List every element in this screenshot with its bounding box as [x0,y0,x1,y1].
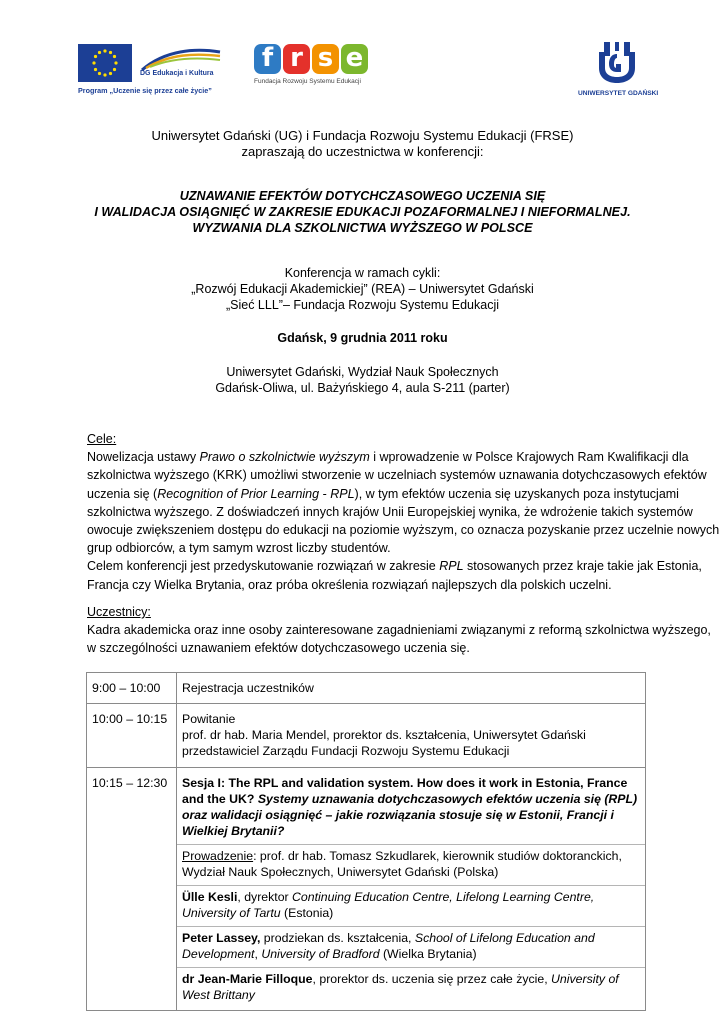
frse-letter-e: e [341,44,368,74]
frse-letter-f: f [254,44,281,74]
goals-line-6: grup odbiorców, a tym samym wzrost liczby studentów. [87,541,391,556]
speaker: dr Jean-Marie Filloque, prorektor ds. uczenia się przez całe życie, University of West Brittany [176,967,645,1005]
participants-line-2: w szczególności uznawaniem efektów dotychczasowego uczenia się. [87,641,470,656]
venue-line-1: Uniwersytet Gdański, Wydział Nauk Społecznych [226,365,499,379]
eu-dg-text: DG Edukacja i Kultura [140,70,214,77]
conference-venue [60,364,665,396]
title-line-1: UZNAWANIE EFEKTÓW DOTYCHCZASOWEGO UCZENIA SIĘ [179,189,546,203]
participants-line-1: Kadra akademicka oraz inne osoby zainteresowane zagadnieniami związanymi z reformą szkolnictwa wyższego, [87,623,711,638]
cycles-line-1: Konferencja w ramach cykli: [284,266,441,280]
program-time: 10:15 – 12:30 [87,768,177,1011]
conference-title [60,188,665,236]
goals-section [87,430,720,594]
frse-logo [254,44,370,94]
conference-date: Gdańsk, 9 grudnia 2011 roku [277,331,448,345]
goals-line-4: szkolnictwa wyższego. Z doświadczeń innych krajów Unii Europejskiej wynika, że wdrożenie takich systemów [87,504,693,519]
eu-flag-icon [78,44,132,82]
conference-cycles [60,265,665,313]
session-title: Sesja I: The RPL and validation system. How does it work in Estonia, France and the UK? Systemy uznawania dotychczasowych efektów uczenia się (RPL) oraz walidacji osiągnięć – jakie rozwiązania stosuje się w Estonii, Francji i Wielkiej Brytanii? [182,776,638,838]
eu-program-text: Program „Uczenie się przez całe życie” [78,86,212,95]
title-line-3: WYZWANIA DLA SZKOLNICTWA WYŻSZEGO W POLSCE [192,221,533,235]
title-line-2: I WALIDACJA OSIĄGNIĘĆ W ZAKRESIE EDUKACJI POZAFORMALNEJ I NIEFORMALNEJ. [94,205,631,219]
program-time: 9:00 – 10:00 [87,673,177,704]
program-time: 10:00 – 10:15 [87,704,177,768]
goals-line-8: Francja czy Wielka Brytania, oraz próba określenia rozwiązań najlepszych dla polskich uczelni. [87,577,612,592]
program-item [177,768,646,1011]
participants-heading: Uczestnicy: [87,605,151,619]
frse-letter-s: s [312,44,339,74]
table-row [87,768,646,1011]
welcome-heading: Powitanie [182,712,236,726]
goals-heading: Cele: [87,432,117,446]
welcome-line-2: przedstawiciel Zarządu Fundacji Rozwoju Systemu Edukacji [182,744,510,758]
program-item [177,704,646,768]
speaker: Ülle Kesli, dyrektor Continuing Education Centre, Lifelong Learning Centre, University of Tartu (Estonia) [176,885,645,923]
intro-line-1: Uniwersytet Gdański (UG) i Fundacja Rozwoju Systemu Edukacji (FRSE) [151,128,574,143]
session-chair: Prowadzenie: prof. dr hab. Tomasz Szkudlarek, kierownik studiów doktoranckich, Wydział Nauk Społecznych, Uniwersytet Gdański (Polska) [176,844,645,882]
participants-section [87,603,711,658]
frse-subtitle: Fundacja Rozwoju Systemu Edukacji [254,78,361,85]
program-item: Rejestracja uczestników [177,673,646,704]
venue-line-2: Gdańsk-Oliwa, ul. Bażyńskiego 4, aula S-211 (parter) [215,381,510,395]
goals-line-1: Nowelizacja ustawy Prawo o szkolnictwie wyższym i wprowadzenie w Polsce Krajowych Ram Kwalifikacji dla [87,450,689,465]
eu-program-logo [78,44,223,96]
speaker: Peter Lassey, prodziekan ds. kształcenia, School of Lifelong Education and Development, University of Bradford (Wielka Brytania) [176,926,645,964]
goals-line-5: owocuje zwiększeniem dostępu do edukacji na poziomie wyższym, co oznacza pozyskanie przez uczelnie nowych [87,523,720,538]
welcome-line-1: prof. dr hab. Maria Mendel, prorektor ds. kształcenia, Uniwersytet Gdański [182,728,586,742]
ug-name: UNIWERSYTET GDAŃSKI [578,90,659,97]
table-row [87,704,646,768]
goals-line-7: Celem konferencji jest przedyskutowanie rozwiązań w zakresie RPL stosowanych przez kraje takie jak Estonia, [87,559,702,574]
invitation-intro [60,128,665,160]
cycles-line-2: „Rozwój Edukacji Akademickiej” (REA) – Uniwersytet Gdański [191,282,534,296]
cycles-line-3: „Sieć LLL”– Fundacja Rozwoju Systemu Edukacji [225,298,500,312]
goals-line-2: szkolnictwa wyższego (KRK) umożliwi stworzenie w uczelniach systemów uznawania dotychczasowych efektów [87,468,707,483]
intro-line-2: zapraszają do uczestnictwa w konferencji: [241,144,484,159]
ug-logo [578,40,659,102]
goals-line-3: uczenia się (Recognition of Prior Learning - RPL), w tym efektów uczenia się uzyskanych poza instytucjami [87,486,679,501]
table-row [87,673,646,704]
ug-emblem-icon [595,40,639,84]
frse-letter-r: r [283,44,310,74]
program-table [86,672,646,1011]
